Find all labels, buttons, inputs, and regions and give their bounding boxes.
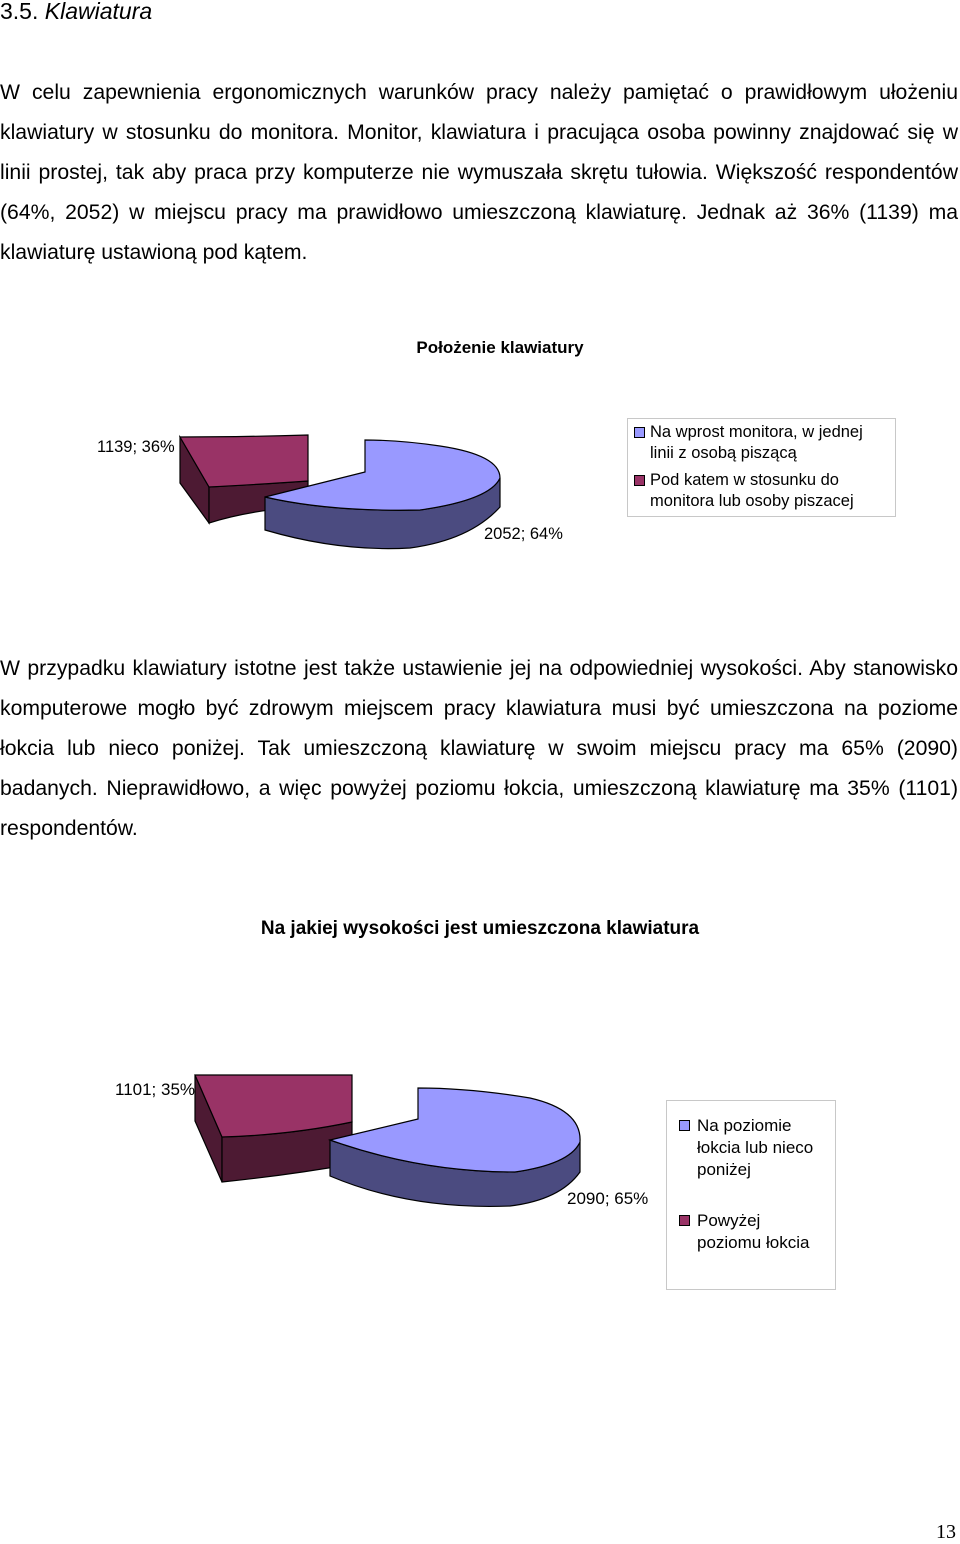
legend-label-a: Na poziomie łokcia lub nieco poniżej <box>697 1116 814 1179</box>
chart-title-keyboard-position: Położenie klawiatury <box>416 338 584 357</box>
paragraph-keyboard-position: W celu zapewnienia ergonomicznych warunków pracy należy pamiętać o prawidłowym ułożeniu klawiatury w stosunku do monitora. Monitor, klawiatura i pracująca osoba powinny znajdować się w linii prostej, tak aby praca przy komputerze nie wymuszała skrętu tułowia. Większość respondentów (64%, 2052) w miejscu pracy ma prawidłowo umieszczoną klawiaturę. Jednak aż 36% (1139) ma klawiaturę ustawioną pod kątem. <box>0 81 958 264</box>
legend-item-b <box>679 1210 827 1254</box>
chart-legend-keyboard-position <box>627 418 896 517</box>
data-label-b: 1139; 36% <box>97 438 175 456</box>
legend-item-a <box>634 422 889 464</box>
pie-chart-keyboard-height <box>0 1060 660 1230</box>
paragraph-keyboard-height: W przypadku klawiatury istotne jest także ustawienie jej na odpowiedniej wysokości. Aby stanowisko komputerowe mogło być zdrowym miejscem pracy klawiatura musi być umieszczona na poziome łokcia lub nieco poniżej. Tak umieszczoną klawiaturę w swoim miejscu pracy ma 65% (2090) badanych. Nieprawidłowo, a więc powyżej poziomu łokcia, umieszczoną klawiaturę ma 35% (1101) respondentów. <box>0 657 958 840</box>
legend-swatch-b <box>679 1215 690 1226</box>
legend-swatch-a <box>634 427 645 438</box>
section-heading <box>0 0 152 25</box>
legend-label-b: Powyżej poziomu łokcia <box>697 1211 810 1252</box>
data-label-a: 2090; 65% <box>567 1189 649 1208</box>
data-label-b: 1101; 35% <box>115 1080 196 1099</box>
chart-title-keyboard-height: Na jakiej wysokości jest umieszczona klawiatura <box>260 918 700 939</box>
page-number: 13 <box>936 1521 956 1543</box>
legend-label-a: Na wprost monitora, w jednej linii z osobą piszącą <box>650 423 863 462</box>
legend-swatch-b <box>634 475 645 486</box>
data-label-a: 2052; 64% <box>484 525 563 543</box>
legend-item-b <box>634 470 889 512</box>
legend-item-a <box>679 1115 827 1181</box>
pie-chart-keyboard-position <box>0 400 620 560</box>
section-number: 3.5. <box>0 0 39 24</box>
section-title: Klawiatura <box>44 0 153 24</box>
chart-legend-keyboard-height <box>666 1100 836 1290</box>
legend-swatch-a <box>679 1120 690 1131</box>
legend-label-b: Pod katem w stosunku do monitora lub osoby piszacej <box>650 471 854 510</box>
